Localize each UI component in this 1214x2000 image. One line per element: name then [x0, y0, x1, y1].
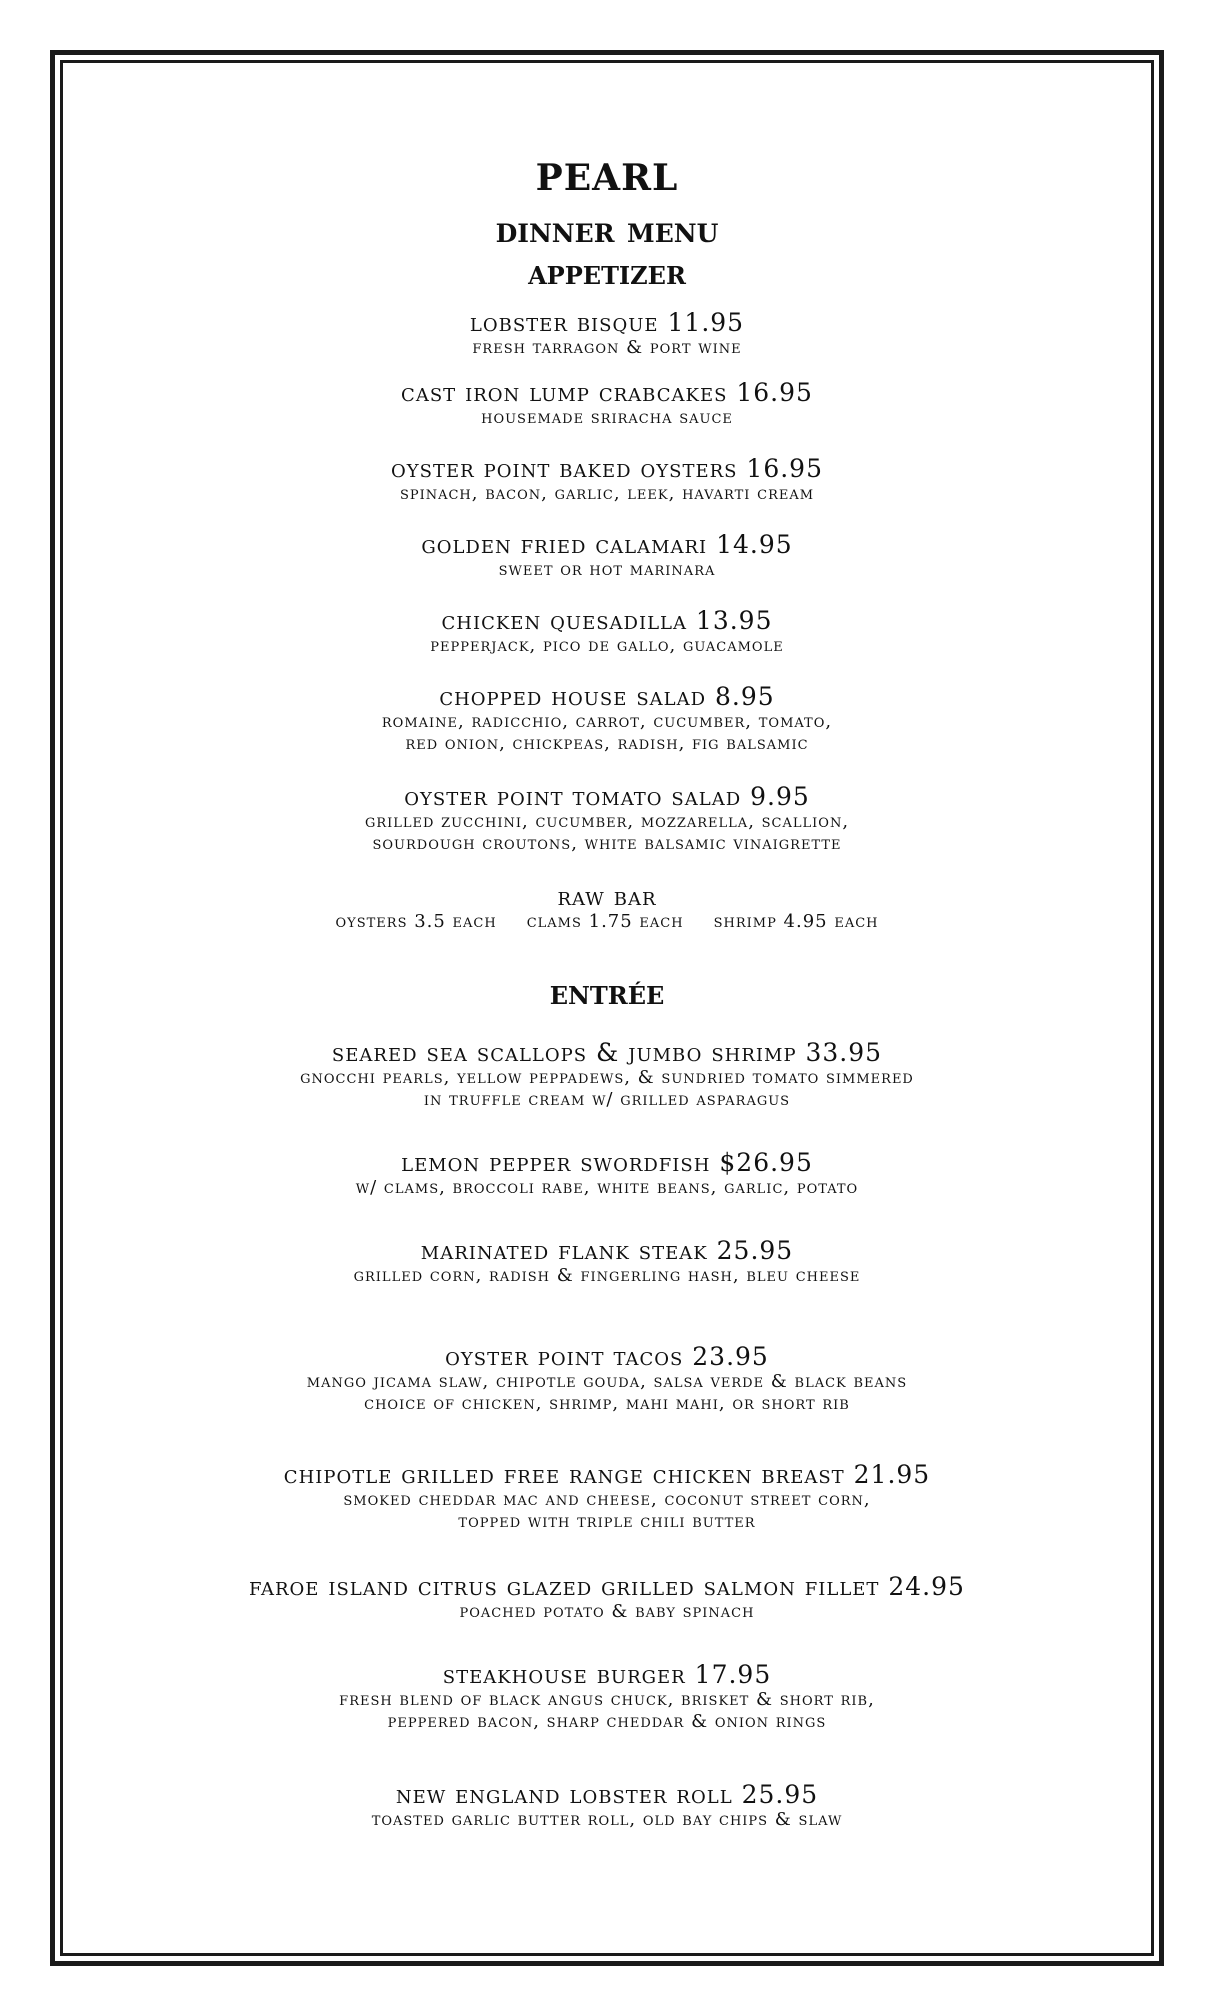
- menu-item: [70, 1149, 1144, 1199]
- section-title-entree: entrée: [549, 973, 665, 1013]
- raw-bar-shrimp: shrimp 4.95 each: [713, 911, 879, 932]
- item-description: grilled zucchini, cucumber, mozzarella, scallion,: [364, 811, 850, 832]
- menu-item: [70, 379, 1144, 429]
- item-description: in truffle cream w/ grilled asparagus: [423, 1089, 791, 1110]
- section-title-appetizer: appetizer: [528, 253, 686, 293]
- item-name: seared sea scallops & jumbo shrimp 33.95: [331, 1038, 883, 1067]
- item-description: sourdough croutons, white balsamic vinaigrette: [372, 833, 842, 854]
- restaurant-name: pearl: [535, 142, 679, 203]
- item-description: toasted garlic butter roll, old bay chips & slaw: [371, 1809, 843, 1830]
- item-name: marinated flank steak 25.95: [420, 1236, 794, 1265]
- item-name: new england lobster roll 25.95: [395, 1780, 819, 1809]
- item-description: pepperjack, pico de gallo, guacamole: [430, 635, 784, 656]
- menu-item: [70, 1661, 1144, 1733]
- menu-item: [70, 1461, 1144, 1533]
- item-description: housemade sriracha sauce: [481, 407, 733, 428]
- item-name: lemon pepper swordfish $26.95: [401, 1148, 813, 1177]
- item-description: spinach, bacon, garlic, leek, havarti cream: [399, 483, 815, 504]
- item-description: grilled corn, radish & fingerling hash, bleu cheese: [353, 1265, 861, 1286]
- menu-item: [70, 309, 1144, 359]
- raw-bar-clams: clams 1.75 each: [526, 911, 684, 932]
- menu-item: [70, 607, 1144, 657]
- item-name: lobster bisque 11.95: [469, 308, 745, 337]
- item-description: red onion, chickpeas, radish, fig balsamic: [405, 733, 809, 754]
- item-description: romaine, radicchio, carrot, cucumber, tomato,: [381, 711, 833, 732]
- menu-title: dinner menu: [495, 209, 719, 251]
- item-name: steakhouse burger 17.95: [442, 1660, 772, 1689]
- item-description: gnocchi pearls, yellow peppadews, & sundried tomato simmered: [300, 1067, 914, 1088]
- menu-item: [70, 1573, 1144, 1623]
- menu-item: [70, 1343, 1144, 1415]
- item-name: oyster point baked oysters 16.95: [390, 454, 823, 483]
- raw-bar-title: raw bar: [557, 882, 657, 911]
- item-name: chicken quesadilla 13.95: [441, 606, 773, 635]
- item-name: chopped house salad 8.95: [439, 682, 775, 711]
- item-description: topped with triple chili butter: [458, 1511, 756, 1532]
- item-description: smoked cheddar mac and cheese, coconut street corn,: [343, 1489, 871, 1510]
- item-name: cast iron lump crabcakes 16.95: [401, 378, 813, 407]
- item-description: mango jicama slaw, chipotle gouda, salsa verde & black beans: [306, 1371, 908, 1392]
- menu-item: [70, 531, 1144, 581]
- menu-item: [70, 683, 1144, 755]
- menu-content: [70, 142, 1144, 1831]
- menu-item: [70, 783, 1144, 855]
- item-name: oyster point tacos 23.95: [445, 1342, 769, 1371]
- menu-item: [70, 455, 1144, 505]
- item-description: sweet or hot marinara: [498, 559, 716, 580]
- raw-bar: [70, 883, 1144, 933]
- item-description: w/ clams, broccoli rabe, white beans, garlic, potato: [355, 1177, 859, 1198]
- item-name: chipotle grilled free range chicken breast 21.95: [283, 1460, 931, 1489]
- item-name: faroe island citrus glazed grilled salmon fillet 24.95: [249, 1572, 965, 1601]
- item-description: fresh blend of black angus chuck, brisket & short rib,: [339, 1689, 875, 1710]
- item-description: choice of chicken, shrimp, mahi mahi, or short rib: [364, 1393, 850, 1414]
- raw-bar-prices: [70, 911, 1144, 933]
- item-name: oyster point tomato salad 9.95: [404, 782, 810, 811]
- menu-item: [70, 1039, 1144, 1111]
- item-description: fresh tarragon & port wine: [472, 337, 742, 358]
- item-description: peppered bacon, sharp cheddar & onion rings: [387, 1711, 827, 1732]
- item-description: poached potato & baby spinach: [459, 1601, 755, 1622]
- item-name: golden fried calamari 14.95: [421, 530, 793, 559]
- raw-bar-oysters: oysters 3.5 each: [335, 911, 497, 932]
- menu-item: [70, 1237, 1144, 1287]
- menu-item: [70, 1781, 1144, 1831]
